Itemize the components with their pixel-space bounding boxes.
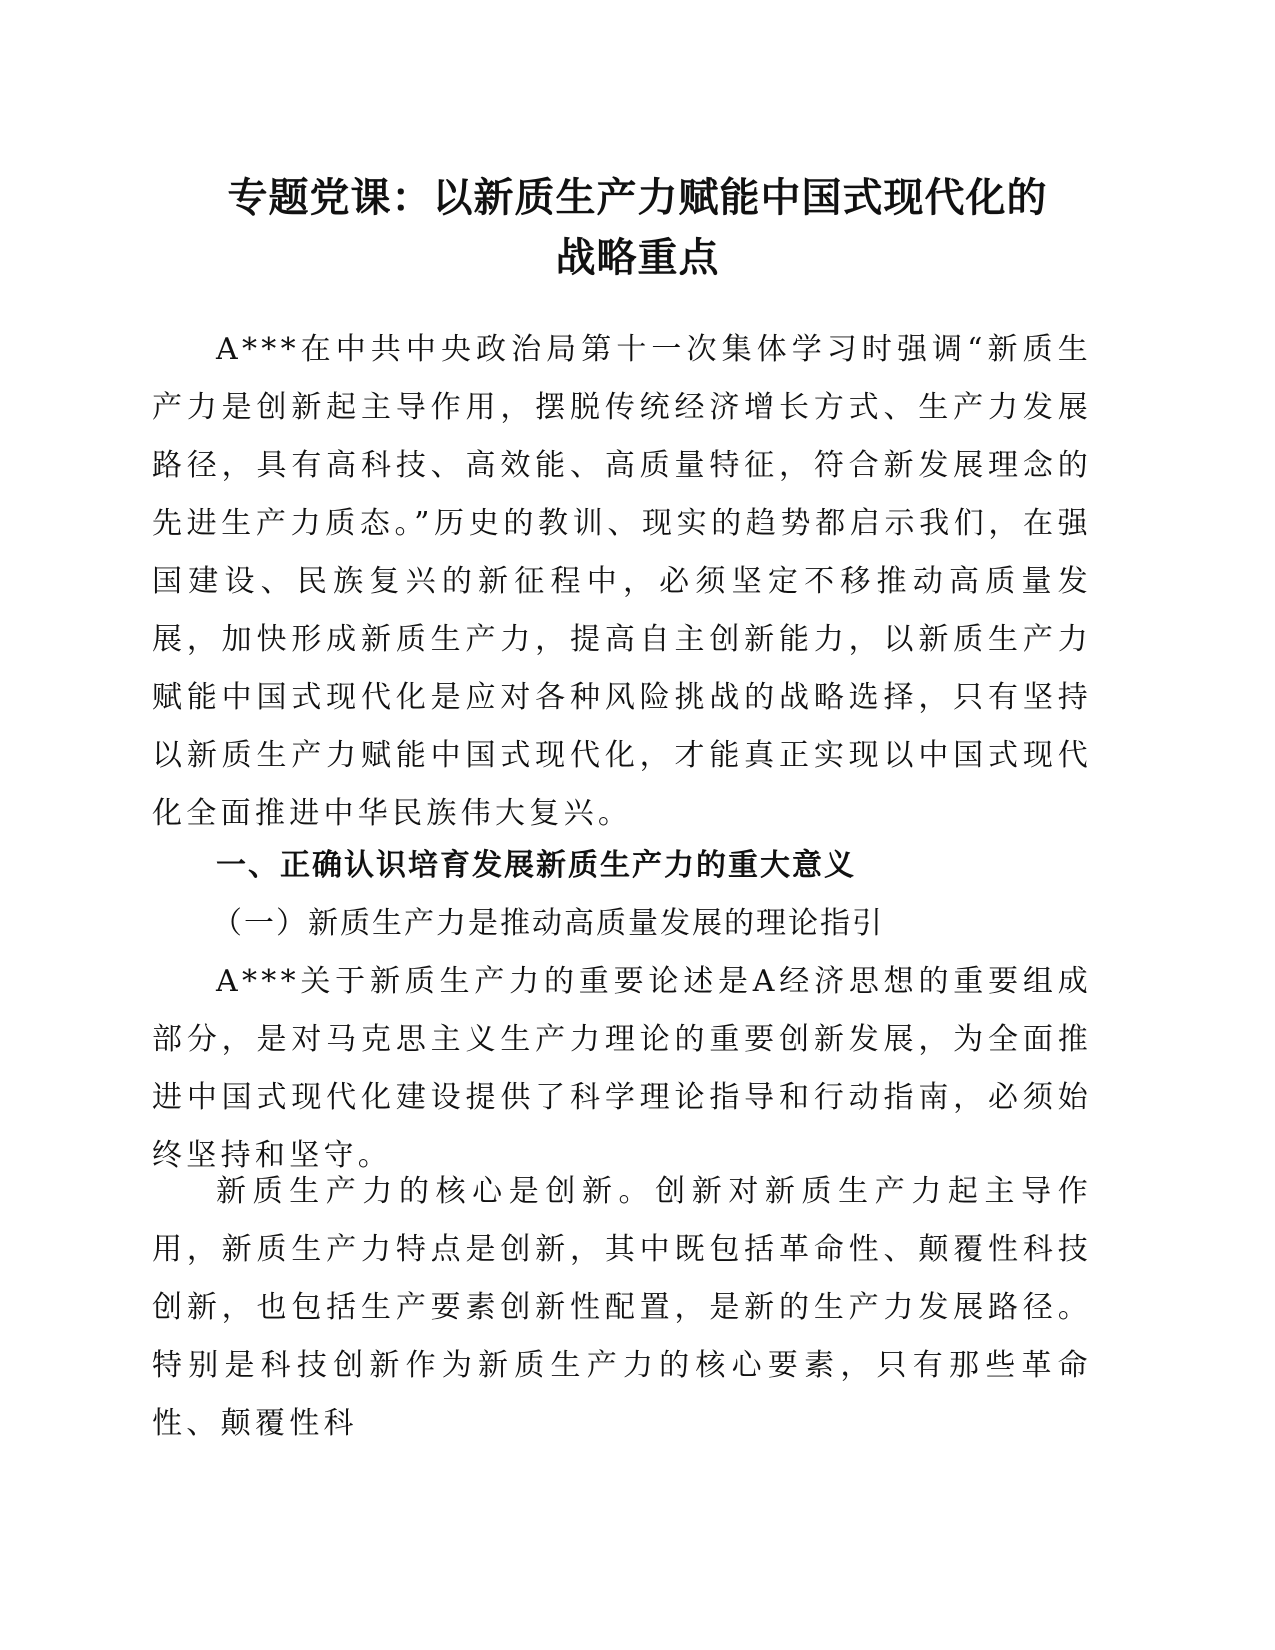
subsection-heading-1: （一）新质生产力是推动高质量发展的理论指引 [212,906,884,941]
section-heading-1: 一、正确认识培育发展新质生产力的重大意义 [216,848,856,883]
title-line-1: 专题党课：以新质生产力赋能中国式现代化的 [227,174,1048,221]
title-line-2: 战略重点 [555,234,720,281]
body-paragraph-3: 新质生产力的核心是创新。创新对新质生产力起主导作用，新质生产力特点是创新，其中既包括革命性、颠覆性科技创新，也包括生产要素创新性配置，是新的生产力发展路径。特别是科技创新作为新质生产力的核心要素，只有那些革命性、颠覆性科 [152,1174,1092,1441]
document-title [150,168,1125,288]
body-paragraph-2: A***关于新质生产力的重要论述是A经济思想的重要组成部分，是对马克思主义生产力理论的重要创新发展，为全面推进中国式现代化建设提供了科学理论指导和行动指南，必须始终坚持和坚守。 [152,964,1092,1173]
intro-paragraph: A***在中共中央政治局第十一次集体学习时强调“新质生产力是创新起主导作用，摆脱传统经济增长方式、生产力发展路径，具有高科技、高效能、高质量特征，符合新发展理念的先进生产力质态。”历史的教训、现实的趋势都启示我们，在强国建设、民族复兴的新征程中，必须坚定不移推动高质量发展，加快形成新质生产力，提高自主创新能力，以新质生产力赋能中国式现代化是应对各种风险挑战的战略选择，只有坚持以新质生产力赋能中国式现代化，才能真正实现以中国式现代化全面推进中华民族伟大复兴。 [152,332,1092,831]
